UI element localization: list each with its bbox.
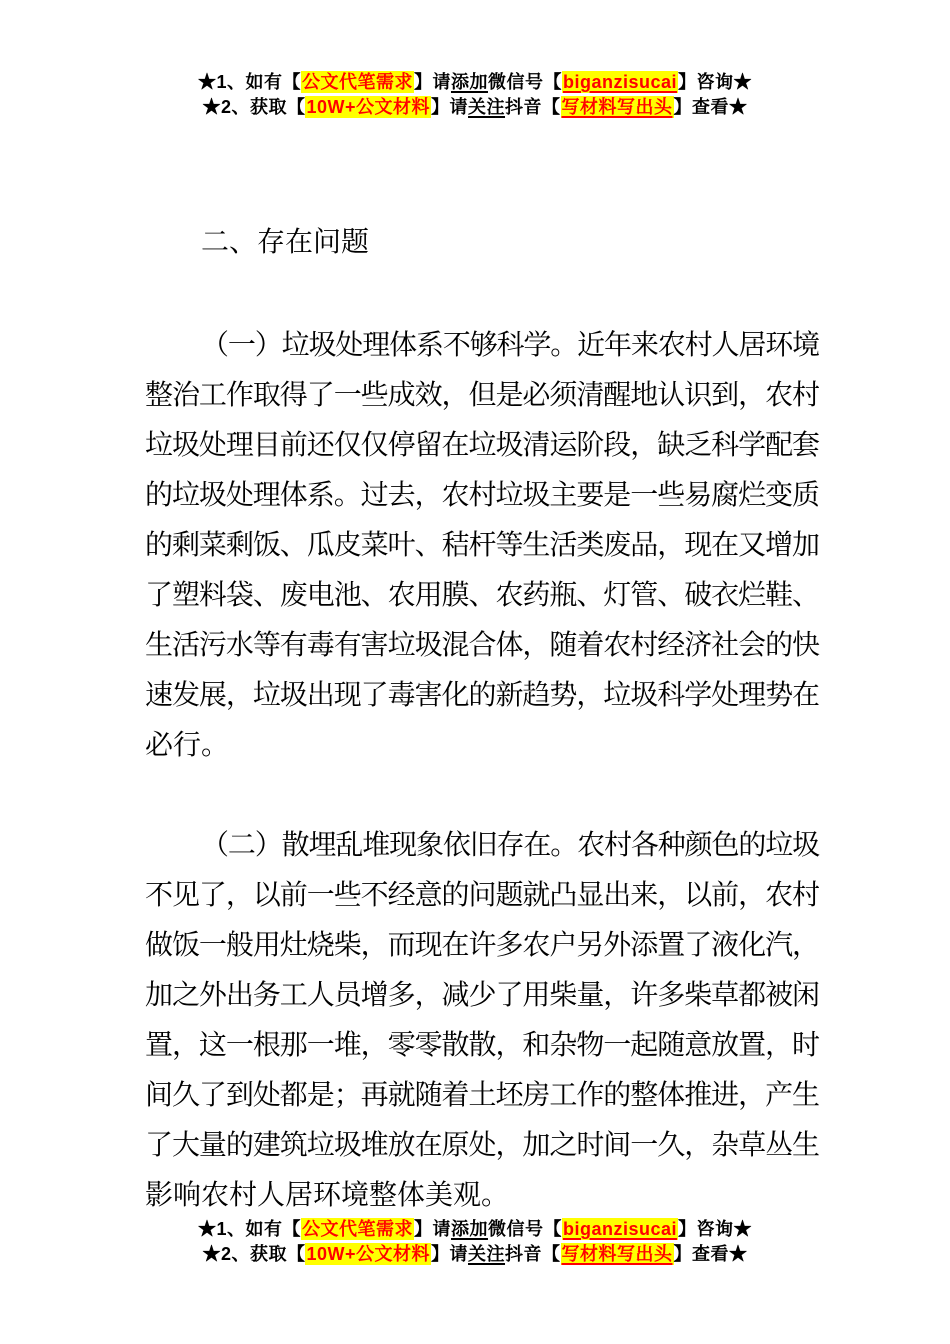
promo-banner-bottom bbox=[0, 1217, 950, 1267]
paragraph-1 bbox=[145, 320, 819, 770]
text-line: 间久了到处都是；再就随着土坯房工作的整体推进，产生 bbox=[145, 1079, 819, 1110]
text-line: 加之外出务工人员增多，减少了用柴量，许多柴草都被闲 bbox=[145, 979, 819, 1010]
promo-text: 抖音【 bbox=[505, 97, 561, 117]
promo-highlight-text: 公文代笔需求 bbox=[301, 72, 413, 92]
promo-text: 抖音【 bbox=[505, 1244, 561, 1264]
promo-text: 】请 bbox=[413, 72, 451, 92]
promo-text: ★2、获取【 bbox=[202, 97, 306, 117]
text-line: 的垃圾处理体系。过去，农村垃圾主要是一些易腐烂变质 bbox=[145, 479, 819, 510]
promo-underline-text: 关注 bbox=[468, 1244, 506, 1264]
text-line: 必行。 bbox=[145, 729, 230, 760]
promo-text: ★1、如有【 bbox=[197, 72, 301, 92]
text-line: 不见了，以前一些不经意的问题就凸显出来，以前，农村 bbox=[145, 879, 819, 910]
text-line: 的剩菜剩饭、瓜皮菜叶、秸杆等生活类废品，现在又增加 bbox=[145, 529, 819, 560]
promo-underline-text: 关注 bbox=[468, 97, 506, 117]
promo-highlight-text: 写材料写出头 bbox=[561, 97, 673, 117]
paragraph-2 bbox=[145, 820, 819, 1220]
promo-highlight-text: biganzisucai bbox=[562, 1219, 678, 1239]
text-line: （一）垃圾处理体系不够科学。近年来农村人居环境 bbox=[201, 329, 819, 360]
promo-line-2 bbox=[0, 1242, 950, 1267]
text-line: （二）散埋乱堆现象依旧存在。农村各种颜色的垃圾 bbox=[201, 829, 819, 860]
promo-text: ★1、如有【 bbox=[197, 1219, 301, 1239]
promo-text: 】请 bbox=[413, 1219, 451, 1239]
promo-underline-text: 添加 bbox=[450, 72, 488, 92]
promo-underline-text: 添加 bbox=[450, 1219, 488, 1239]
promo-highlight-text: biganzisucai bbox=[562, 72, 678, 92]
text-line: 垃圾处理目前还仅仅停留在垃圾清运阶段，缺乏科学配套 bbox=[145, 429, 819, 460]
text-line: 了塑料袋、废电池、农用膜、农药瓶、灯管、破衣烂鞋、 bbox=[145, 579, 819, 610]
promo-text: 】请 bbox=[431, 1244, 469, 1264]
text-line: 了大量的建筑垃圾堆放在原处，加之时间一久，杂草丛生 bbox=[145, 1129, 819, 1160]
promo-text: 】咨询★ bbox=[678, 1219, 753, 1239]
promo-text: 微信号【 bbox=[487, 1219, 562, 1239]
text-line: 做饭一般用灶烧柴，而现在许多农户另外添置了液化汽， bbox=[145, 929, 819, 960]
text-line: 整治工作取得了一些成效，但是必须清醒地认识到，农村 bbox=[145, 379, 819, 410]
promo-line-1 bbox=[0, 1217, 950, 1242]
promo-text: 微信号【 bbox=[487, 72, 562, 92]
promo-text: 】查看★ bbox=[673, 97, 748, 117]
document-body bbox=[145, 217, 819, 1220]
promo-text: 】请 bbox=[431, 97, 469, 117]
text-line: 影响农村人居环境整体美观。 bbox=[145, 1179, 510, 1210]
promo-text: 】查看★ bbox=[673, 1244, 748, 1264]
promo-highlight-text: 10W+公文材料 bbox=[306, 1244, 431, 1264]
promo-text: ★2、获取【 bbox=[202, 1244, 306, 1264]
text-line: 速发展，垃圾出现了毒害化的新趋势，垃圾科学处理势在 bbox=[145, 679, 819, 710]
promo-highlight-text: 写材料写出头 bbox=[561, 1244, 673, 1264]
promo-banner-top bbox=[0, 70, 950, 120]
promo-highlight-text: 10W+公文材料 bbox=[306, 97, 431, 117]
promo-highlight-text: 公文代笔需求 bbox=[301, 1219, 413, 1239]
text-line: 生活污水等有毒有害垃圾混合体，随着农村经济社会的快 bbox=[145, 629, 819, 660]
section-heading: 二、存在问题 bbox=[201, 226, 370, 257]
promo-line-2 bbox=[0, 95, 950, 120]
promo-text: 】咨询★ bbox=[678, 72, 753, 92]
text-line: 置，这一根那一堆，零零散散，和杂物一起随意放置，时 bbox=[145, 1029, 819, 1060]
promo-line-1 bbox=[0, 70, 950, 95]
